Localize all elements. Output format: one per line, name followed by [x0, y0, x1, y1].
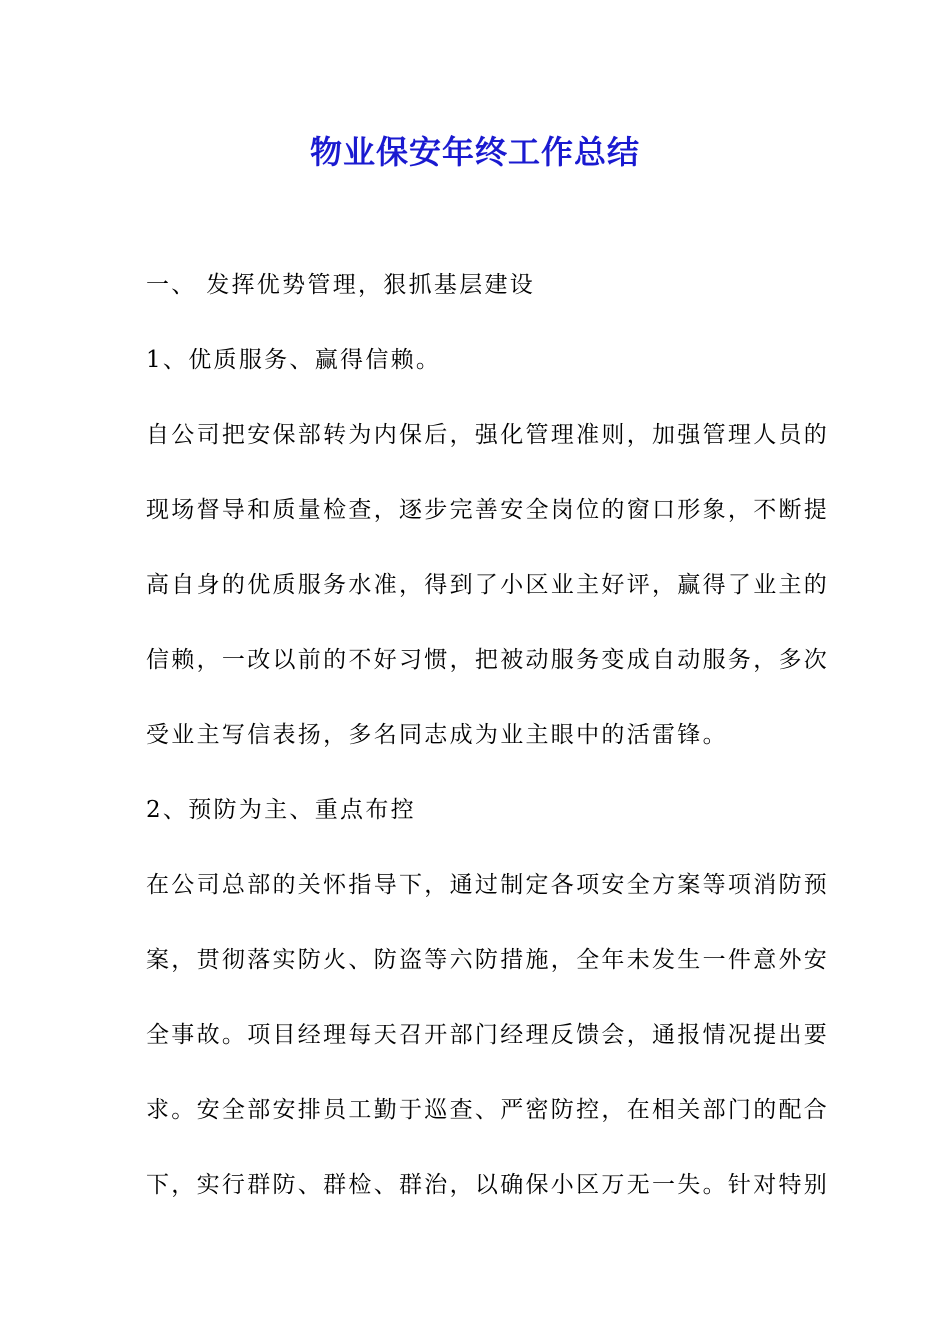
paragraph-line: 自公司把安保部转为内保后，强化管理准则，加强管理人员的	[146, 422, 830, 448]
subsection-heading: 1、优质服务、赢得信赖。	[146, 347, 442, 373]
paragraph-line: 现场督导和质量检查，逐步完善安全岗位的窗口形象，不断提	[146, 497, 830, 523]
paragraph-line: 下，实行群防、群检、群治，以确保小区万无一失。针对特别	[146, 1172, 830, 1198]
paragraph-line: 受业主写信表扬，多名同志成为业主眼中的活雷锋。	[146, 722, 728, 748]
document-title: 物业保安年终工作总结	[309, 133, 640, 171]
paragraph-line: 信赖，一改以前的不好习惯，把被动服务变成自动服务，多次	[146, 647, 830, 673]
document-body	[146, 262, 830, 1237]
section-heading: 一、 发挥优势管理，狠抓基层建设	[146, 272, 536, 298]
paragraph-line: 高自身的优质服务水准，得到了小区业主好评，赢得了业主的	[146, 572, 830, 598]
paragraph-line: 在公司总部的关怀指导下，通过制定各项安全方案等项消防预	[146, 872, 830, 898]
paragraph-line: 全事故。项目经理每天召开部门经理反馈会，通报情况提出要	[146, 1022, 830, 1048]
subsection-heading: 2、预防为主、重点布控	[146, 797, 416, 823]
paragraph-line: 案，贯彻落实防火、防盗等六防措施，全年未发生一件意外安	[146, 947, 830, 973]
paragraph-line: 求。安全部安排员工勤于巡查、严密防控，在相关部门的配合	[146, 1097, 830, 1123]
